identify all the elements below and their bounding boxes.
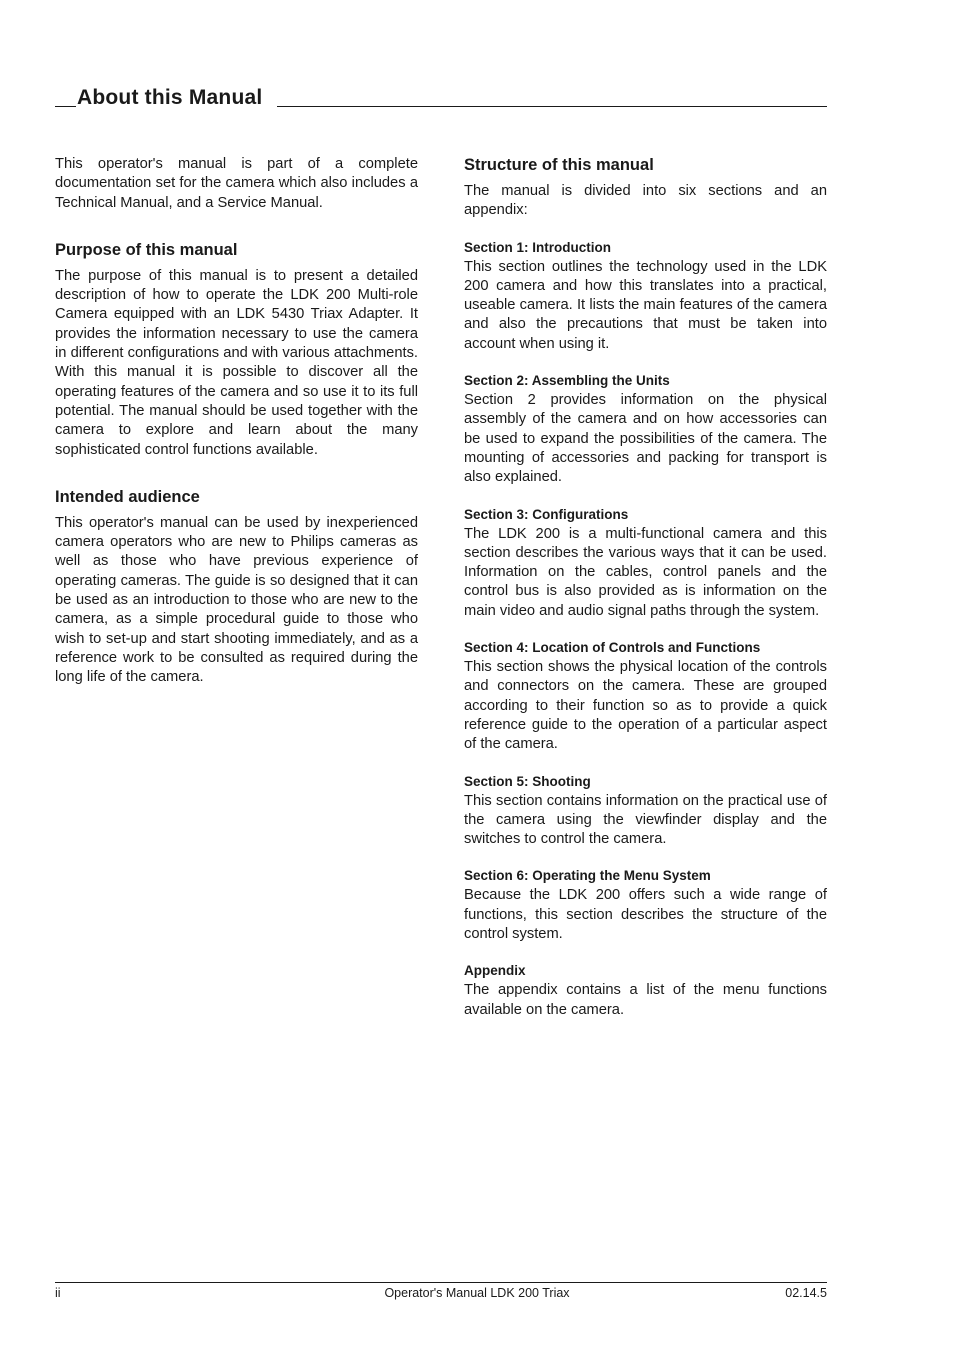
- section-heading: Section 5: Shooting: [464, 773, 591, 789]
- page-title: About this Manual: [77, 86, 263, 109]
- purpose-heading: Purpose of this manual: [55, 240, 238, 259]
- left-column: [55, 155, 418, 688]
- intro-paragraph: This operator's manual is part of a complete documentation set for the camera which also includes a Technical Manual, and a Service Manual.: [55, 156, 418, 211]
- audience-heading: Intended audience: [55, 487, 200, 506]
- section-heading: Section 1: Introduction: [464, 239, 611, 255]
- structure-heading: Structure of this manual: [464, 156, 654, 174]
- title-rule: [277, 106, 827, 107]
- appendix-block: [464, 963, 827, 1020]
- title-lead-rule: [55, 106, 76, 107]
- footer-rule: [55, 1282, 827, 1283]
- section-block: [464, 240, 827, 354]
- section-text: This section contains information on the practical use of the camera using the viewfinder display and the switches to control the camera.: [464, 792, 827, 848]
- section-heading: Section 6: Operating the Menu System: [464, 868, 711, 884]
- section-block: [464, 868, 827, 944]
- section-block: [464, 507, 827, 621]
- purpose-paragraph: The purpose of this manual is to present a detailed description of how to operate the LDK 200 Multi-role Camera equipped with an LDK 5430 Triax Adapter. It provides the information necessary to use the camera in different configurations and with various attachments. With this manual it is possible to discover all the operating features of the camera and so use it to its full potential. The manual should be used together with the camera to explore and learn about the many sophisticated control functions available.: [55, 267, 418, 458]
- appendix-text: The appendix contains a list of the menu functions available on the camera.: [464, 982, 827, 1018]
- right-column: [464, 155, 827, 1020]
- section-text: This section outlines the technology used in the LDK 200 camera and how this translates into a practical, useable camera. It lists the main features of the camera and also the precautions that must be taken into account when using it.: [464, 258, 827, 352]
- section-text: Because the LDK 200 offers such a wide range of functions, this section describes the structure of the control system.: [464, 887, 827, 943]
- footer-manual-title: Operator's Manual LDK 200 Triax: [384, 1286, 570, 1300]
- section-text: This section shows the physical location of the controls and connectors on the camera. These are grouped according to their function so as to provide a quick reference guide to the operation of a particular aspect of the camera.: [464, 659, 827, 753]
- section-heading: Section 4: Location of Controls and Functions: [464, 640, 761, 656]
- structure-intro: The manual is divided into six sections and an appendix:: [464, 183, 827, 219]
- footer-page-number: ii: [55, 1286, 61, 1300]
- section-text: Section 2 provides information on the physical assembly of the camera and on how accessories can be used to expand the possibilities of the camera. The mounting of accessories and packing for transport is also explained.: [464, 392, 827, 486]
- section-text: The LDK 200 is a multi-functional camera and this section describes the various ways that it can be used. Information on the cables, control panels and the control bus is also provided as is information on the main video and audio signal paths through the system.: [464, 525, 827, 619]
- audience-paragraph: This operator's manual can be used by inexperienced camera operators who are new to Philips cameras as well as those who have previous experience of operating cameras. The guide is so designed that it can be used as an introduction to those who are new to the camera, as a simple procedural guide to those who wish to set-up and start shooting immediately, and as a reference work to be consulted as required during the long life of the camera.: [55, 514, 418, 686]
- page-title-row: [55, 86, 827, 110]
- appendix-heading: Appendix: [464, 963, 526, 979]
- section-heading: Section 2: Assembling the Units: [464, 373, 670, 389]
- section-block: [464, 373, 827, 487]
- section-block: [464, 640, 827, 754]
- footer-document-code: 02.14.5: [785, 1286, 827, 1300]
- section-block: [464, 774, 827, 850]
- section-heading: Section 3: Configurations: [464, 506, 629, 522]
